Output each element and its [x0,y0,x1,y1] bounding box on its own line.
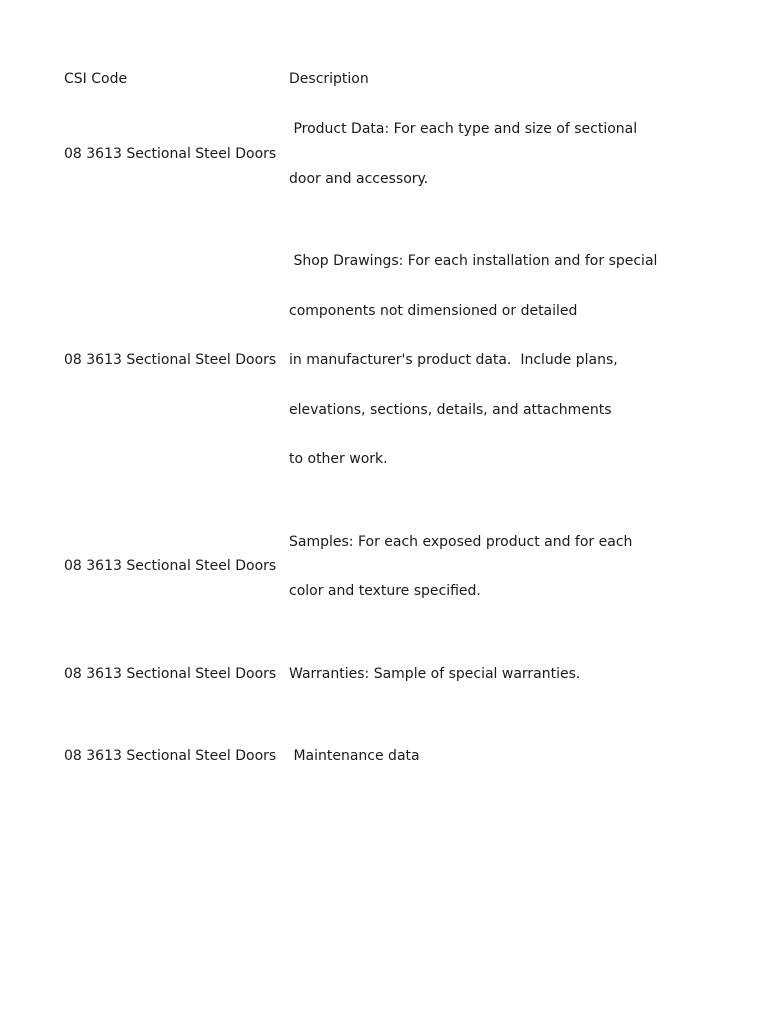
description-cell[interactable] [289,633,689,716]
table-row [64,220,689,501]
description-line: components not dimensioned or detailed [289,302,578,319]
table-row [64,633,689,716]
csi-code-cell[interactable]: 08 3613 Sectional Steel Doors [64,558,277,575]
description-line: Samples: For each exposed product and for each [289,533,633,550]
description-line: Warranties: Sample of special warranties. [289,665,581,682]
description-cell[interactable] [289,501,689,633]
header-csi-code[interactable]: CSI Code [64,70,128,87]
submittals-table [64,70,689,798]
csi-code-cell[interactable]: 08 3613 Sectional Steel Doors [64,145,277,162]
description-cell[interactable] [289,88,689,220]
description-cell[interactable] [289,220,689,501]
description-line: Maintenance data [289,748,420,764]
header-row [64,70,689,88]
description-line: Shop Drawings: For each installation and for special [289,253,658,269]
spreadsheet-area [64,70,704,798]
description-line: door and accessory. [289,170,429,187]
table-row [64,715,689,798]
description-cell[interactable] [289,715,689,798]
description-line: in manufacturer's product data. Include plans, [289,352,618,368]
description-line: Product Data: For each type and size of sectional [289,121,638,137]
description-line: to other work. [289,451,388,467]
description-line: elevations, sections, details, and attachments [289,401,612,418]
csi-code-cell[interactable]: 08 3613 Sectional Steel Doors [64,748,277,764]
table-row [64,88,689,220]
table-row [64,501,689,633]
csi-code-cell[interactable]: 08 3613 Sectional Steel Doors [64,352,277,368]
csi-code-cell[interactable]: 08 3613 Sectional Steel Doors [64,665,277,682]
description-line: color and texture specified. [289,583,481,599]
header-description[interactable]: Description [289,70,369,87]
